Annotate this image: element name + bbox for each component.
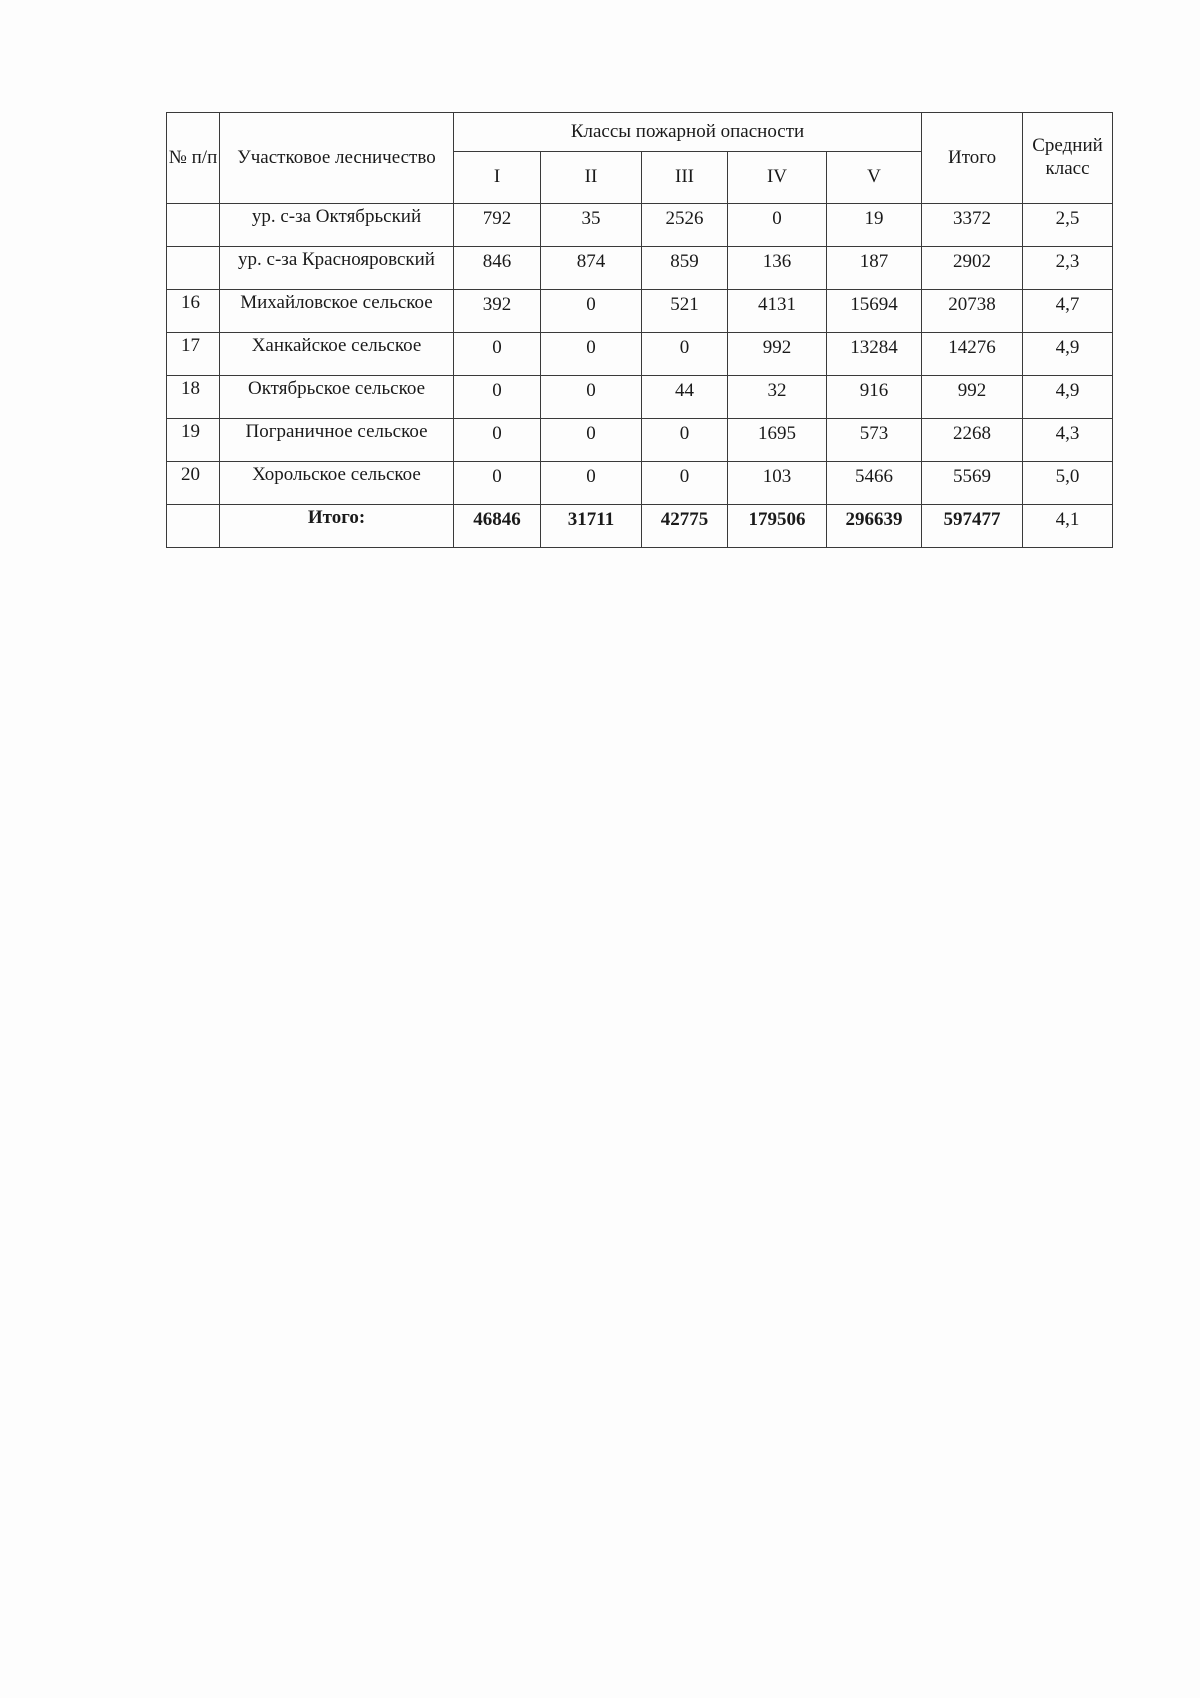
row-class-5: 916: [827, 376, 922, 419]
header-class-4: IV: [728, 152, 827, 204]
row-total: 3372: [922, 204, 1023, 247]
row-class-1: 846: [454, 247, 541, 290]
row-class-4: 32: [728, 376, 827, 419]
row-name: Октябрьское сельское: [220, 376, 454, 419]
header-number: № п/п: [167, 113, 220, 204]
row-class-1: 0: [454, 333, 541, 376]
row-class-2: 0: [541, 290, 642, 333]
table-row: [167, 376, 1113, 419]
table-row: [167, 247, 1113, 290]
row-class-1: 792: [454, 204, 541, 247]
row-class-3: 0: [642, 333, 728, 376]
row-class-3: 859: [642, 247, 728, 290]
row-total: 14276: [922, 333, 1023, 376]
header-class-5: V: [827, 152, 922, 204]
row-class-1: 392: [454, 290, 541, 333]
row-number: [167, 247, 220, 290]
row-name: Ханкайское сельское: [220, 333, 454, 376]
row-total: 20738: [922, 290, 1023, 333]
row-total: 5569: [922, 462, 1023, 505]
table-row: [167, 204, 1113, 247]
row-class-4: 103: [728, 462, 827, 505]
fire-danger-table: [166, 112, 1113, 548]
row-class-4: 0: [728, 204, 827, 247]
row-total: 2902: [922, 247, 1023, 290]
row-name: ур. с-за Октябрьский: [220, 204, 454, 247]
total-average: 4,1: [1023, 505, 1113, 548]
row-class-2: 0: [541, 376, 642, 419]
row-class-1: 0: [454, 376, 541, 419]
total-row-label: Итого:: [220, 505, 454, 548]
table-row: [167, 333, 1113, 376]
row-class-4: 992: [728, 333, 827, 376]
row-number: 18: [167, 376, 220, 419]
total-class-1: 46846: [454, 505, 541, 548]
row-class-3: 0: [642, 419, 728, 462]
row-number: 19: [167, 419, 220, 462]
row-class-1: 0: [454, 419, 541, 462]
row-average: 2,3: [1023, 247, 1113, 290]
row-number: 17: [167, 333, 220, 376]
row-class-3: 44: [642, 376, 728, 419]
row-class-2: 35: [541, 204, 642, 247]
total-grand: 597477: [922, 505, 1023, 548]
row-name: Хорольское сельское: [220, 462, 454, 505]
header-district: Участковое лесничество: [220, 113, 454, 204]
row-class-5: 13284: [827, 333, 922, 376]
row-class-4: 4131: [728, 290, 827, 333]
total-class-3: 42775: [642, 505, 728, 548]
row-class-5: 5466: [827, 462, 922, 505]
total-class-5: 296639: [827, 505, 922, 548]
row-name: Михайловское сельское: [220, 290, 454, 333]
header-class-3: III: [642, 152, 728, 204]
row-class-3: 0: [642, 462, 728, 505]
header-class-2: II: [541, 152, 642, 204]
row-average: 4,7: [1023, 290, 1113, 333]
row-class-4: 1695: [728, 419, 827, 462]
row-name: ур. с-за Краснояровский: [220, 247, 454, 290]
total-row-number: [167, 505, 220, 548]
row-class-1: 0: [454, 462, 541, 505]
row-class-4: 136: [728, 247, 827, 290]
row-average: 2,5: [1023, 204, 1113, 247]
row-class-3: 521: [642, 290, 728, 333]
header-class-1: I: [454, 152, 541, 204]
table-row: [167, 290, 1113, 333]
row-name: Пограничное сельское: [220, 419, 454, 462]
total-class-2: 31711: [541, 505, 642, 548]
total-class-4: 179506: [728, 505, 827, 548]
row-number: 20: [167, 462, 220, 505]
table-row: [167, 462, 1113, 505]
row-average: 5,0: [1023, 462, 1113, 505]
row-number: 16: [167, 290, 220, 333]
row-class-3: 2526: [642, 204, 728, 247]
row-average: 4,3: [1023, 419, 1113, 462]
row-class-2: 0: [541, 333, 642, 376]
row-class-5: 15694: [827, 290, 922, 333]
row-total: 2268: [922, 419, 1023, 462]
total-row: [167, 505, 1113, 548]
row-class-2: 0: [541, 462, 642, 505]
header-average: Средний класс: [1023, 113, 1113, 204]
row-class-2: 0: [541, 419, 642, 462]
row-average: 4,9: [1023, 333, 1113, 376]
row-class-5: 19: [827, 204, 922, 247]
header-total: Итого: [922, 113, 1023, 204]
row-class-5: 573: [827, 419, 922, 462]
row-average: 4,9: [1023, 376, 1113, 419]
row-class-5: 187: [827, 247, 922, 290]
row-total: 992: [922, 376, 1023, 419]
header-row-1: [167, 113, 1113, 152]
table-row: [167, 419, 1113, 462]
header-classes-group: Классы пожарной опасности: [454, 113, 922, 152]
row-class-2: 874: [541, 247, 642, 290]
row-number: [167, 204, 220, 247]
